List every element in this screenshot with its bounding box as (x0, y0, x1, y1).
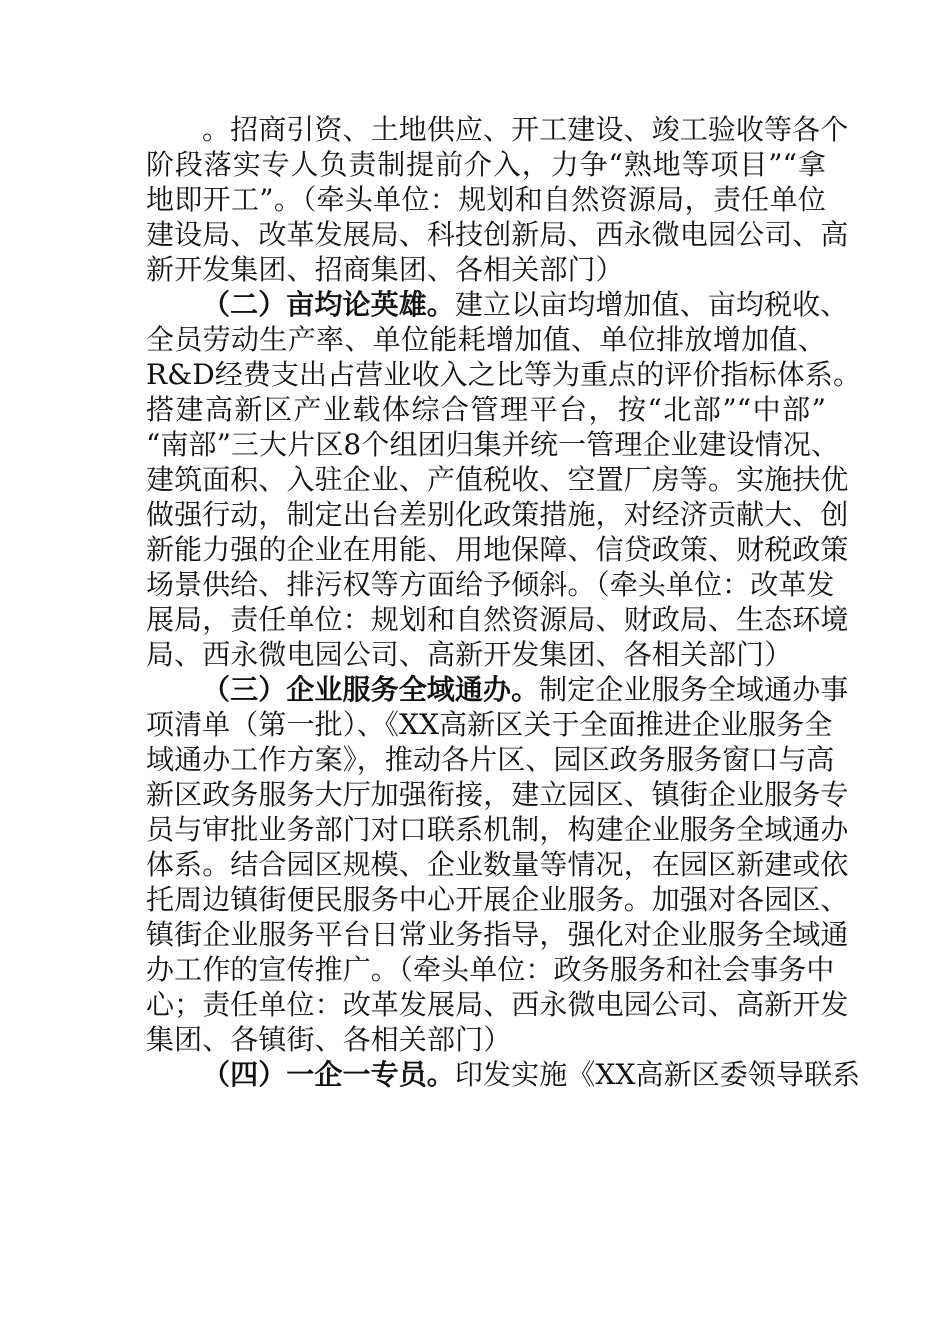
intro-line: 。招商引资、土地供应、开工建设、竣工验收等各个 (202, 113, 849, 146)
section-2-line: R&D经费支出占营业收入之比等为重点的评价指标体系。 (146, 358, 862, 391)
section-3-line: 体系。结合园区规模、企业数量等情况，在园区新建或依 (146, 848, 849, 881)
section-3-first-line-text: 制定企业服务全域通办事 (539, 673, 849, 706)
section-3-line: 镇街企业服务平台日常业务指导，强化对企业服务全域通 (146, 918, 849, 951)
section-4-first-line (146, 1057, 861, 1092)
intro-line: 阶段落实专人负责制提前介入，力争“熟地等项目”“拿 (146, 148, 826, 181)
section-3-line: 托周边镇街便民服务中心开展企业服务。加强对各园区、 (146, 883, 849, 916)
section-3-line: 办工作的宣传推广。（牵头单位：政务服务和社会事务中 (146, 953, 835, 986)
section-3-line: 员与审批业务部门对口联系机制，构建企业服务全域通办 (146, 813, 849, 846)
section-4-heading: （四）一企一专员。 (202, 1058, 455, 1091)
section-2-first-line-text: 建立以亩均增加值、亩均税收、 (454, 288, 849, 321)
section-3-heading: （三）企业服务全域通办。 (202, 673, 540, 706)
section-3-line: 域通办工作方案》，推动各片区、园区政务服务窗口与高 (146, 743, 835, 776)
section-4-first-line-text: 印发实施《XX高新区委领导联系 (454, 1058, 861, 1091)
section-3-line: 项清单（第一批）、《XX高新区关于全面推进企业服务全 (146, 708, 833, 741)
section-2-first-line (146, 287, 849, 322)
section-2-line: 做强行动，制定出台差别化政策措施，对经济贡献大、创 (146, 498, 849, 531)
section-2-line: 局、西永微电园公司、高新开发集团、各相关部门） (146, 638, 793, 671)
section-3-line: 心；责任单位：改革发展局、西永微电园公司、高新开发 (146, 988, 849, 1021)
intro-line: 地即开工”。（牵头单位：规划和自然资源局，责任单位 (146, 183, 826, 216)
section-2-line: 场景供给、排污权等方面给予倾斜。（牵头单位：改革发 (146, 568, 835, 601)
section-2-line: 全员劳动生产率、单位能耗增加值、单位排放增加值、 (146, 323, 826, 356)
section-2-heading: （二）亩均论英雄。 (202, 288, 455, 321)
section-3-first-line (146, 672, 849, 707)
intro-line: 建设局、改革发展局、科技创新局、西永微电园公司、高 (146, 218, 849, 251)
section-2-line: “南部”三大片区8个组团归集并统一管理企业建设情况、 (146, 428, 840, 461)
intro-line: 新开发集团、招商集团、各相关部门） (146, 253, 624, 286)
document-body (146, 112, 862, 1092)
section-3-line: 新区政务服务大厅加强衔接，建立园区、镇街企业服务专 (146, 778, 849, 811)
section-2-line: 搭建高新区产业载体综合管理平台，按“北部”“中部” (146, 393, 826, 426)
section-2-line: 建筑面积、入驻企业、产值税收、空置厂房等。实施扶优 (146, 463, 849, 496)
section-3-line: 集团、各镇街、各相关部门） (146, 1023, 512, 1056)
section-2-line: 展局，责任单位：规划和自然资源局、财政局、生态环境 (146, 603, 849, 636)
section-2-line: 新能力强的企业在用能、用地保障、信贷政策、财税政策 (146, 533, 849, 566)
